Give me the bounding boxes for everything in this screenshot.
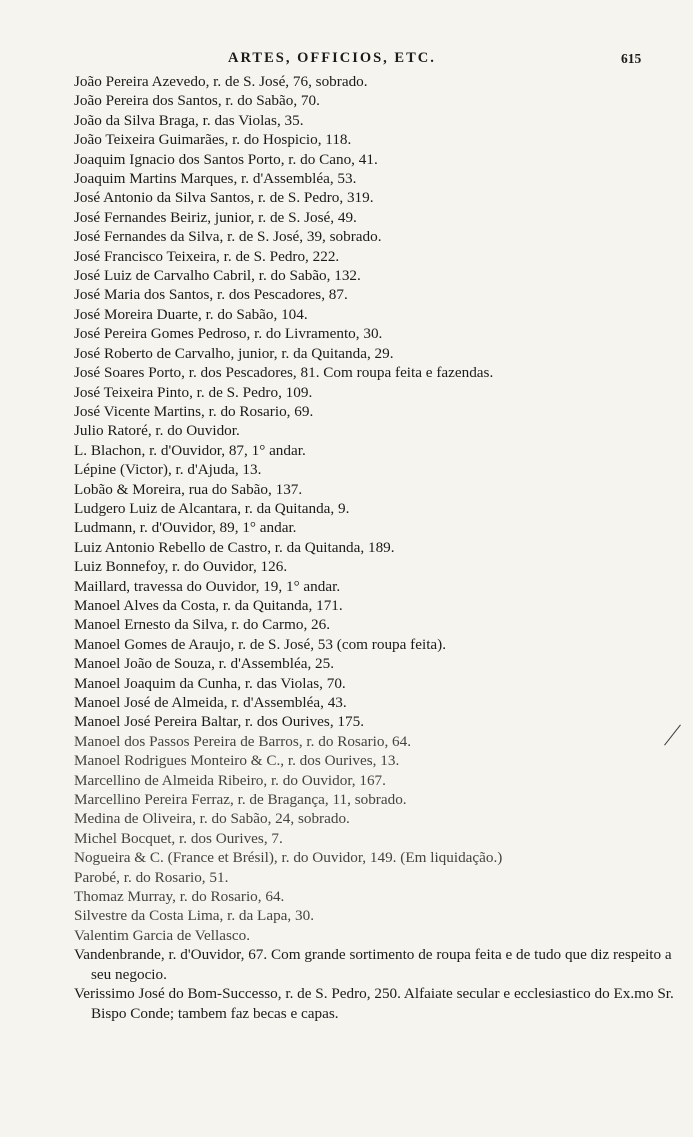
directory-entry: Silvestre da Costa Lima, r. da Lapa, 30. <box>74 907 314 925</box>
directory-entry: Joaquim Martins Marques, r. d'Assembléa, 53. <box>74 170 357 188</box>
directory-entry: José Soares Porto, r. dos Pescadores, 81. Com roupa feita e fazendas. <box>74 364 494 382</box>
directory-entry: Luiz Bonnefoy, r. do Ouvidor, 126. <box>74 558 288 576</box>
directory-entry: João Pereira dos Santos, r. do Sabão, 70. <box>74 92 320 110</box>
directory-entry: Valentim Garcia de Vellasco. <box>74 926 250 944</box>
directory-entry: Nogueira & C. (France et Brésil), r. do Ouvidor, 149. (Em liquidação.) <box>74 849 503 867</box>
page-header <box>0 50 693 74</box>
directory-entry: Lépine (Victor), r. d'Ajuda, 13. <box>74 461 262 479</box>
directory-entry: José Teixeira Pinto, r. de S. Pedro, 109. <box>74 383 313 401</box>
directory-entry: Ludmann, r. d'Ouvidor, 89, 1° andar. <box>74 519 297 537</box>
directory-entry: Medina de Oliveira, r. do Sabão, 24, sobrado. <box>74 810 350 828</box>
directory-entry: José Maria dos Santos, r. dos Pescadores, 87. <box>74 286 348 304</box>
directory-entry: José Fernandes da Silva, r. de S. José, 39, sobrado. <box>74 228 382 246</box>
directory-entry: Parobé, r. do Rosario, 51. <box>74 868 229 886</box>
directory-entry: José Moreira Duarte, r. do Sabão, 104. <box>74 305 308 323</box>
directory-entry: Ludgero Luiz de Alcantara, r. da Quitanda, 9. <box>74 499 350 517</box>
directory-entry: Manoel José Pereira Baltar, r. dos Ourives, 175. <box>74 713 364 731</box>
directory-entry: Manoel José de Almeida, r. d'Assembléa, 43. <box>74 694 347 711</box>
directory-entry: João da Silva Braga, r. das Violas, 35. <box>74 111 304 129</box>
directory-entry: Lobão & Moreira, rua do Sabão, 137. <box>74 480 303 498</box>
directory-entry: Manoel Gomes de Araujo, r. de S. José, 53 (com roupa feita). <box>74 635 447 653</box>
directory-entry: Thomaz Murray, r. do Rosario, 64. <box>74 888 285 906</box>
directory-entry: Manoel dos Passos Pereira de Barros, r. do Rosario, 64. <box>74 732 412 750</box>
directory-entry: Marcellino de Almeida Ribeiro, r. do Ouvidor, 167. <box>74 771 386 789</box>
directory-entry: José Fernandes Beiriz, junior, r. de S. José, 49. <box>74 208 357 226</box>
directory-entry: Manoel Ernesto da Silva, r. do Carmo, 26. <box>74 616 331 634</box>
directory-listing <box>74 72 674 1023</box>
directory-entry: José Pereira Gomes Pedroso, r. do Livramento, 30. <box>74 325 383 343</box>
directory-entry: João Pereira Azevedo, r. de S. José, 76, sobrado. <box>74 73 368 90</box>
directory-entry: José Antonio da Silva Santos, r. de S. Pedro, 319. <box>74 189 374 207</box>
directory-entry: João Teixeira Guimarães, r. do Hospicio, 118. <box>74 131 352 149</box>
directory-entry: Vandenbrande, r. d'Ouvidor, 67. Com grande sortimento de roupa feita e de tudo que diz respeito a seu negocio. <box>74 946 672 983</box>
directory-entry: Marcellino Pereira Ferraz, r. de Bragança, 11, sobrado. <box>74 791 407 809</box>
directory-entry: José Vicente Martins, r. do Rosario, 69. <box>74 402 314 420</box>
directory-entry: Manoel Joaquim da Cunha, r. das Violas, 70. <box>74 674 346 692</box>
directory-entry: Julio Ratoré, r. do Ouvidor. <box>74 422 240 440</box>
directory-entry: José Luiz de Carvalho Cabril, r. do Sabão, 132. <box>74 267 361 285</box>
directory-entry: José Francisco Teixeira, r. de S. Pedro, 222. <box>74 247 340 265</box>
directory-entry: José Roberto de Carvalho, junior, r. da Quitanda, 29. <box>74 344 394 362</box>
directory-entry: Joaquim Ignacio dos Santos Porto, r. do Cano, 41. <box>74 150 378 168</box>
directory-entry: Verissimo José do Bom-Successo, r. de S. Pedro, 250. Alfaiate secular e ecclesiastico do Ex.mo Sr. Bispo Conde; tambem faz becas e capas. <box>74 985 674 1022</box>
directory-entry: L. Blachon, r. d'Ouvidor, 87, 1° andar. <box>74 441 306 459</box>
section-title: ARTES, OFFICIOS, ETC. <box>228 50 436 66</box>
directory-entry: Manoel João de Souza, r. d'Assembléa, 25. <box>74 655 335 673</box>
directory-entry: Luiz Antonio Rebello de Castro, r. da Quitanda, 189. <box>74 538 395 556</box>
page-number: 615 <box>621 51 642 66</box>
directory-entry: Michel Bocquet, r. dos Ourives, 7. <box>74 829 283 847</box>
directory-entry: Maillard, travessa do Ouvidor, 19, 1° andar. <box>74 577 341 595</box>
directory-entry: Manoel Alves da Costa, r. da Quitanda, 171. <box>74 596 343 614</box>
directory-entry: Manoel Rodrigues Monteiro & C., r. dos Ourives, 13. <box>74 752 400 770</box>
